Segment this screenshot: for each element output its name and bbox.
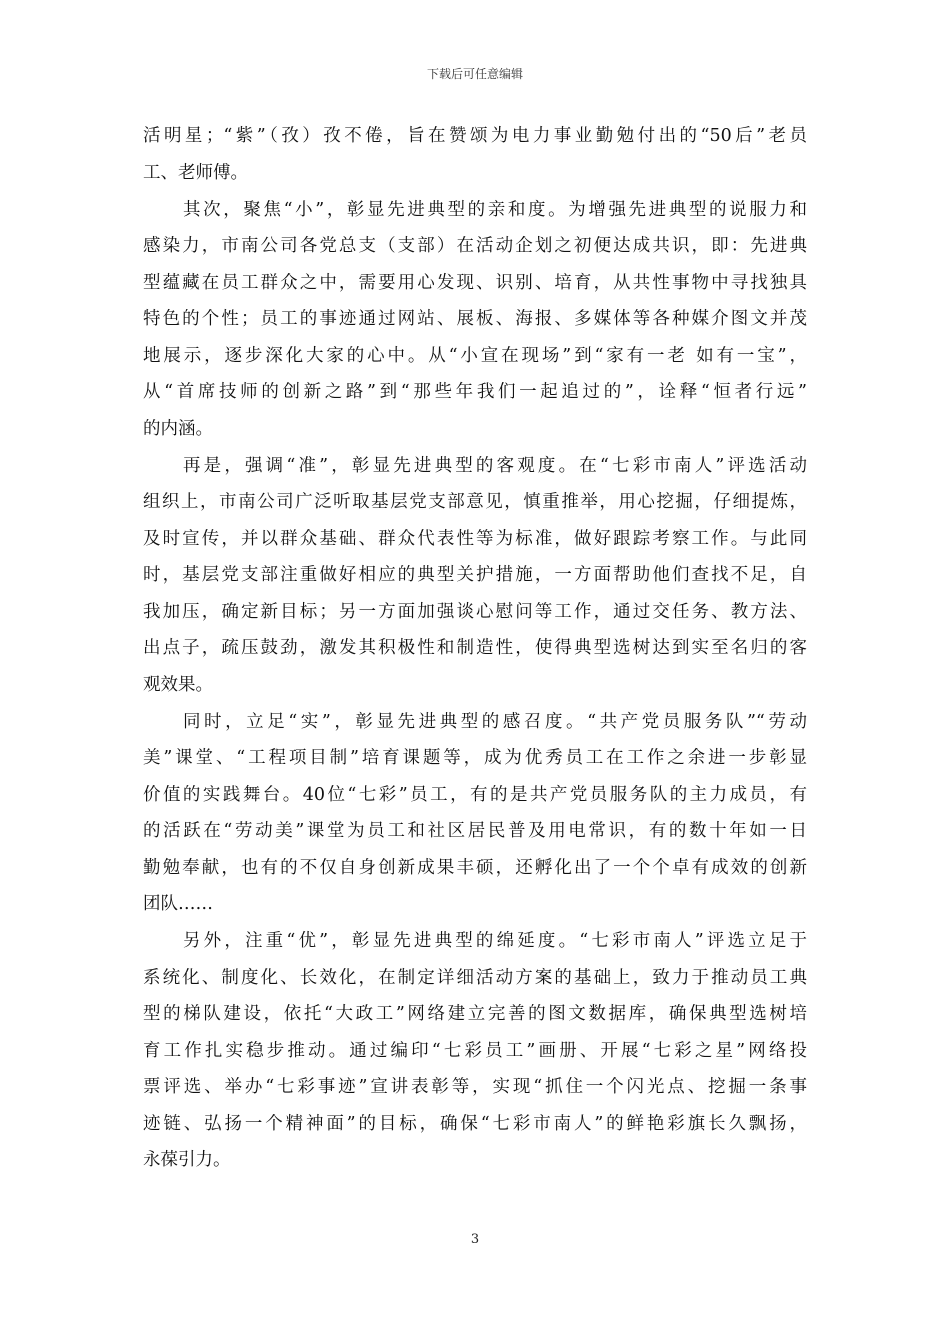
text-line: 我加压，确定新目标；另一方面加强谈心慰问等工作，通过交任务、教方法、 — [143, 601, 807, 622]
text-line: 美”课堂、“工程项目制”培育课题等，成为优秀员工在工作之余进一步彰显 — [143, 748, 807, 768]
text-line: 其次，聚焦“小”，彰显先进典型的亲和度。为增强先进典型的说服力和 — [183, 199, 807, 220]
page-number: 3 — [470, 1232, 480, 1247]
text-line: 永葆引力。 — [143, 1150, 231, 1170]
paragraph — [143, 704, 807, 923]
text-line: 工、老师傅。 — [143, 162, 248, 183]
paragraph — [143, 192, 807, 448]
text-line: 系统化、制度化、长效化，在制定详细活动方案的基础上，致力于推动员工典 — [143, 967, 807, 988]
text-line: 观效果。 — [143, 674, 213, 695]
text-line: 出点子，疏压鼓劲，激发其积极性和制造性，使得典型选树达到实至名归的客 — [143, 638, 807, 658]
text-line: 及时宣传，并以群众基础、群众代表性等为标准，做好跟踪考察工作。与此同 — [143, 528, 807, 549]
text-line: 从“首席技师的创新之路”到“那些年我们一起追过的”，诠释“恒者行远” — [143, 382, 807, 402]
paragraph — [143, 448, 807, 704]
text-line: 票评选、举办“七彩事迹”宣讲表彰等，实现“抓住一个闪光点、挖掘一条事 — [143, 1077, 807, 1097]
text-line: 另外，注重“优”，彰显先进典型的绵延度。“七彩市南人”评选立足于 — [183, 931, 807, 951]
text-line: 同时，立足“实”，彰显先进典型的感召度。“共产党员服务队”“劳动 — [183, 711, 807, 732]
text-line: 再是，强调“准”，彰显先进典型的客观度。在“七彩市南人”评选活动 — [183, 455, 807, 476]
text-line: 的内涵。 — [143, 418, 213, 439]
text-line: 感染力，市南公司各党总支（支部）在活动企划之初便达成共识，即：先进典 — [143, 236, 807, 256]
text-line: 地展示，逐步深化大家的心中。从“小宣在现场”到“家有一老 如有一宝”， — [143, 345, 807, 366]
text-line: 的活跃在“劳动美”课堂为员工和社区居民普及用电常识，有的数十年如一日 — [143, 821, 807, 841]
text-line: 活明星；“紫”（孜）孜不倦，旨在赞颂为电力事业勤勉付出的“50后”老员 — [143, 126, 807, 146]
text-line: 价值的实践舞台。40位“七彩”员工，有的是共产党员服务队的主力成员，有 — [143, 784, 807, 805]
text-line: 勤勉奉献，也有的不仅自身创新成果丰硕，还孵化出了一个个卓有成效的创新 — [143, 857, 807, 878]
page-header: 下载后可任意编辑 — [426, 67, 523, 81]
text-line: 时，基层党支部注重做好相应的典型关护措施，一方面帮助他们查找不足，自 — [143, 565, 807, 585]
document-body — [143, 118, 807, 1179]
text-line: 型的梯队建设，依托“大政工”网络建立完善的图文数据库，确保典型选树培 — [143, 1004, 807, 1024]
text-line: 组织上，市南公司广泛听取基层党支部意见，慎重推举，用心挖掘，仔细提炼， — [143, 492, 807, 512]
text-line: 育工作扎实稳步推动。通过编印“七彩员工”画册、开展“七彩之星”网络投 — [143, 1040, 807, 1061]
text-line: 团队…… — [143, 894, 213, 914]
text-line: 迹链、弘扬一个精神面”的目标，确保“七彩市南人”的鲜艳彩旗长久飘扬， — [143, 1113, 807, 1134]
paragraph — [143, 923, 807, 1179]
text-line: 型蕴藏在员工群众之中，需要用心发现、识别、培育，从共性事物中寻找独具 — [143, 272, 807, 293]
paragraph — [143, 118, 807, 191]
text-line: 特色的个性；员工的事迹通过网站、展板、海报、多媒体等各种媒介图文并茂 — [143, 309, 807, 329]
